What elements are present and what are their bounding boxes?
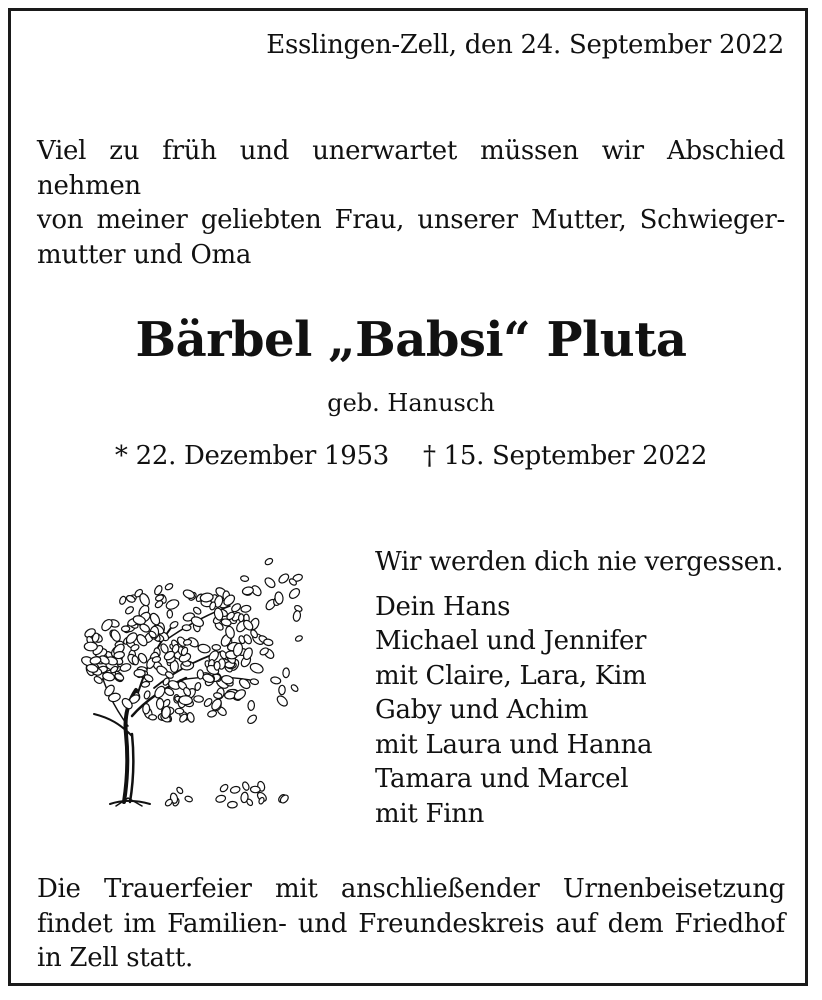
deceased-name: Bärbel „Babsi“ Pluta [135, 312, 687, 368]
funeral-info [37, 872, 785, 976]
funeral-info-line: findet im Familien- und Freundeskreis auf dem Friedhof [37, 908, 785, 939]
mourner-name: mit Finn [375, 798, 485, 829]
maiden-name: geb. Hanusch [327, 389, 495, 417]
mourner-name: mit Claire, Lara, Kim [375, 660, 647, 691]
mourners-block [375, 545, 795, 831]
mourner-name: mit Laura und Hanna [375, 729, 653, 760]
death-date: † 15. September 2022 [422, 441, 708, 471]
intro-text [37, 134, 785, 272]
intro-line: Viel zu früh und unerwartet müssen wir Abschied nehmen [37, 136, 785, 201]
funeral-info-line: in Zell statt. [37, 943, 193, 973]
mourner-name: Michael und Jennifer [375, 626, 647, 656]
mourner-name: Gaby und Achim [375, 695, 589, 725]
mourner-name: Dein Hans [375, 591, 511, 622]
intro-line: mutter und Oma [37, 239, 252, 270]
mourner-name: Tamara und Marcel [375, 764, 629, 794]
life-dates [0, 441, 822, 471]
windblown-tree-icon [70, 540, 310, 820]
intro-line: von meiner geliebten Frau, unserer Mutter, Schwieger- [37, 205, 785, 235]
place-date: Esslingen-Zell, den 24. September 2022 [266, 30, 784, 60]
funeral-info-line: Die Trauerfeier mit anschließender Urnenbeisetzung [37, 874, 785, 904]
birth-date: * 22. Dezember 1953 [114, 441, 389, 471]
motto: Wir werden dich nie vergessen. [375, 547, 784, 577]
